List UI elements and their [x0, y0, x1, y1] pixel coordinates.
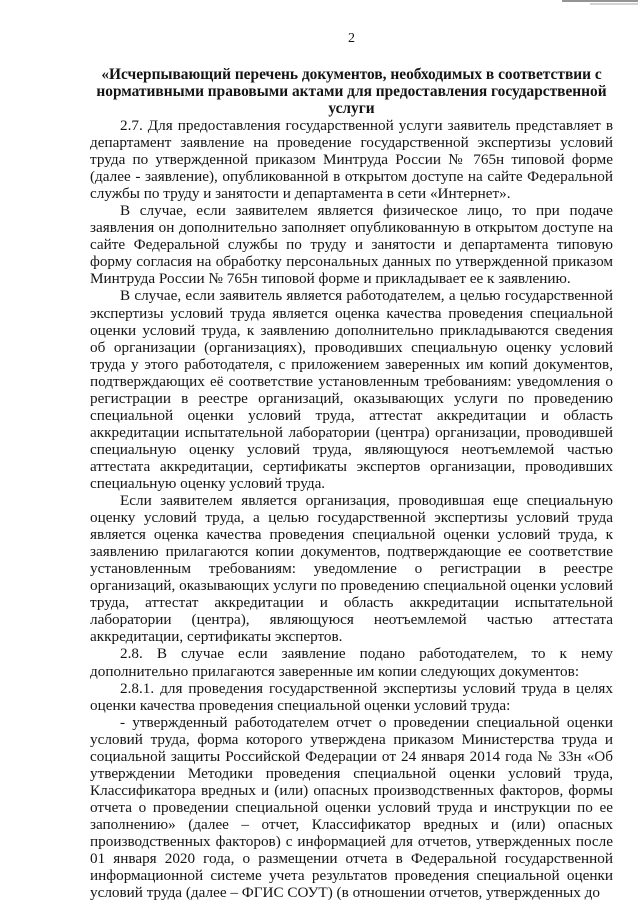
paragraph-report-item: - утвержденный работодателем отчет о проведении специальной оценки условий труда, форма которого утверждена приказом Министерства труда и социальной защиты Российской Федерации от 24 января 2014 года № 33н «Об утверждении Методики проведения специальной оценки условий труда, Классификатора вредных и (или) опасных производственных факторов, формы отчета о проведении специальной оценки условий труда и инструкции по ее заполнению» (далее – отчет, Классификатор вредных и (или) опасных производственных факторов) с информацией для отчетов, утвержденных после 01 января 2020 года, о размещении отчета в Федеральной государственной информационной системе учета результатов проведения специальной оценки условий труда (далее – ФГИС СОУТ) (в отношении отчетов, утвержденных до: [90, 713, 613, 902]
heading-line-2: нормативными правовыми актами для предоставления государственной: [96, 83, 607, 100]
paragraph-2-8-1: 2.8.1. для проведения государственной экспертизы условий труда в целях оценки качества проведения специальной оценки условий труда:: [90, 679, 613, 714]
document-body: [90, 117, 613, 901]
heading-line-3: услуги: [328, 100, 375, 117]
page-number: 2: [348, 31, 355, 46]
heading-line-1: «Исчерпывающий перечень документов, необходимых в соответствии с: [101, 66, 602, 83]
paragraph-individual-applicant: В случае, если заявителем является физическое лицо, то при подаче заявления он дополнительно заполняет опубликованную в открытом доступе на сайте Федеральной службы по труду и занятости и департамента типовую форму согласия на обработку персональных данных по утвержденной приказом Минтруда России № 765н типовой форме и прикладывает ее к заявлению.: [90, 202, 613, 288]
paragraph-2-8: 2.8. В случае если заявление подано работодателем, то к нему дополнительно прилагаются заверенные им копии следующих документов:: [90, 645, 613, 680]
paragraph-employer-applicant: В случае, если заявитель является работодателем, а целью государственной экспертизы условий труда является оценка качества проведения специальной оценки условий труда, к заявлению дополнительно прикладываются сведения об организации (организациях), проводивших специальную оценку условий труда у этого работодателя, с приложением заверенных им копий документов, подтверждающих её соответствие установленным требованиям: уведомления о регистрации в реестре организаций, оказывающих услуги по проведению специальной оценки условий труда, аттестат аккредитации и область аккредитации испытательной лаборатории (центра) организации, проводившей специальную оценку условий труда, являющуюся неотъемлемой частью аттестата аккредитации, сертификаты экспертов организации, проводивших специальную оценку условий труда.: [90, 287, 613, 492]
paragraph-2-7: 2.7. Для предоставления государственной услуги заявитель представляет в департамент заявление на проведение государственной экспертизы условий труда по утвержденной приказом Минтруда России № 765н типовой форме (далее - заявление), опубликованной в открытом доступе на сайте Федеральной службы по труду и занятости и департамента в сети «Интернет».: [90, 117, 613, 203]
section-heading: [90, 66, 613, 117]
scan-corner-mark: [560, 0, 640, 14]
paragraph-organization-applicant: Если заявителем является организация, проводившая еще специальную оценку условий труда, а целью государственной экспертизы условий труда является оценка качества проведения специальной оценки условий труда, к заявлению прилагаются копии документов, подтверждающие ее соответствие установленным требованиям: уведомление о регистрации в реестре организаций, оказывающих услуги по проведению специальной оценки условий труда, аттестат аккредитации и область аккредитации испытательной лаборатории (центра), являющуюся неотъемлемой частью аттестата аккредитации, сертификаты экспертов.: [90, 492, 613, 646]
